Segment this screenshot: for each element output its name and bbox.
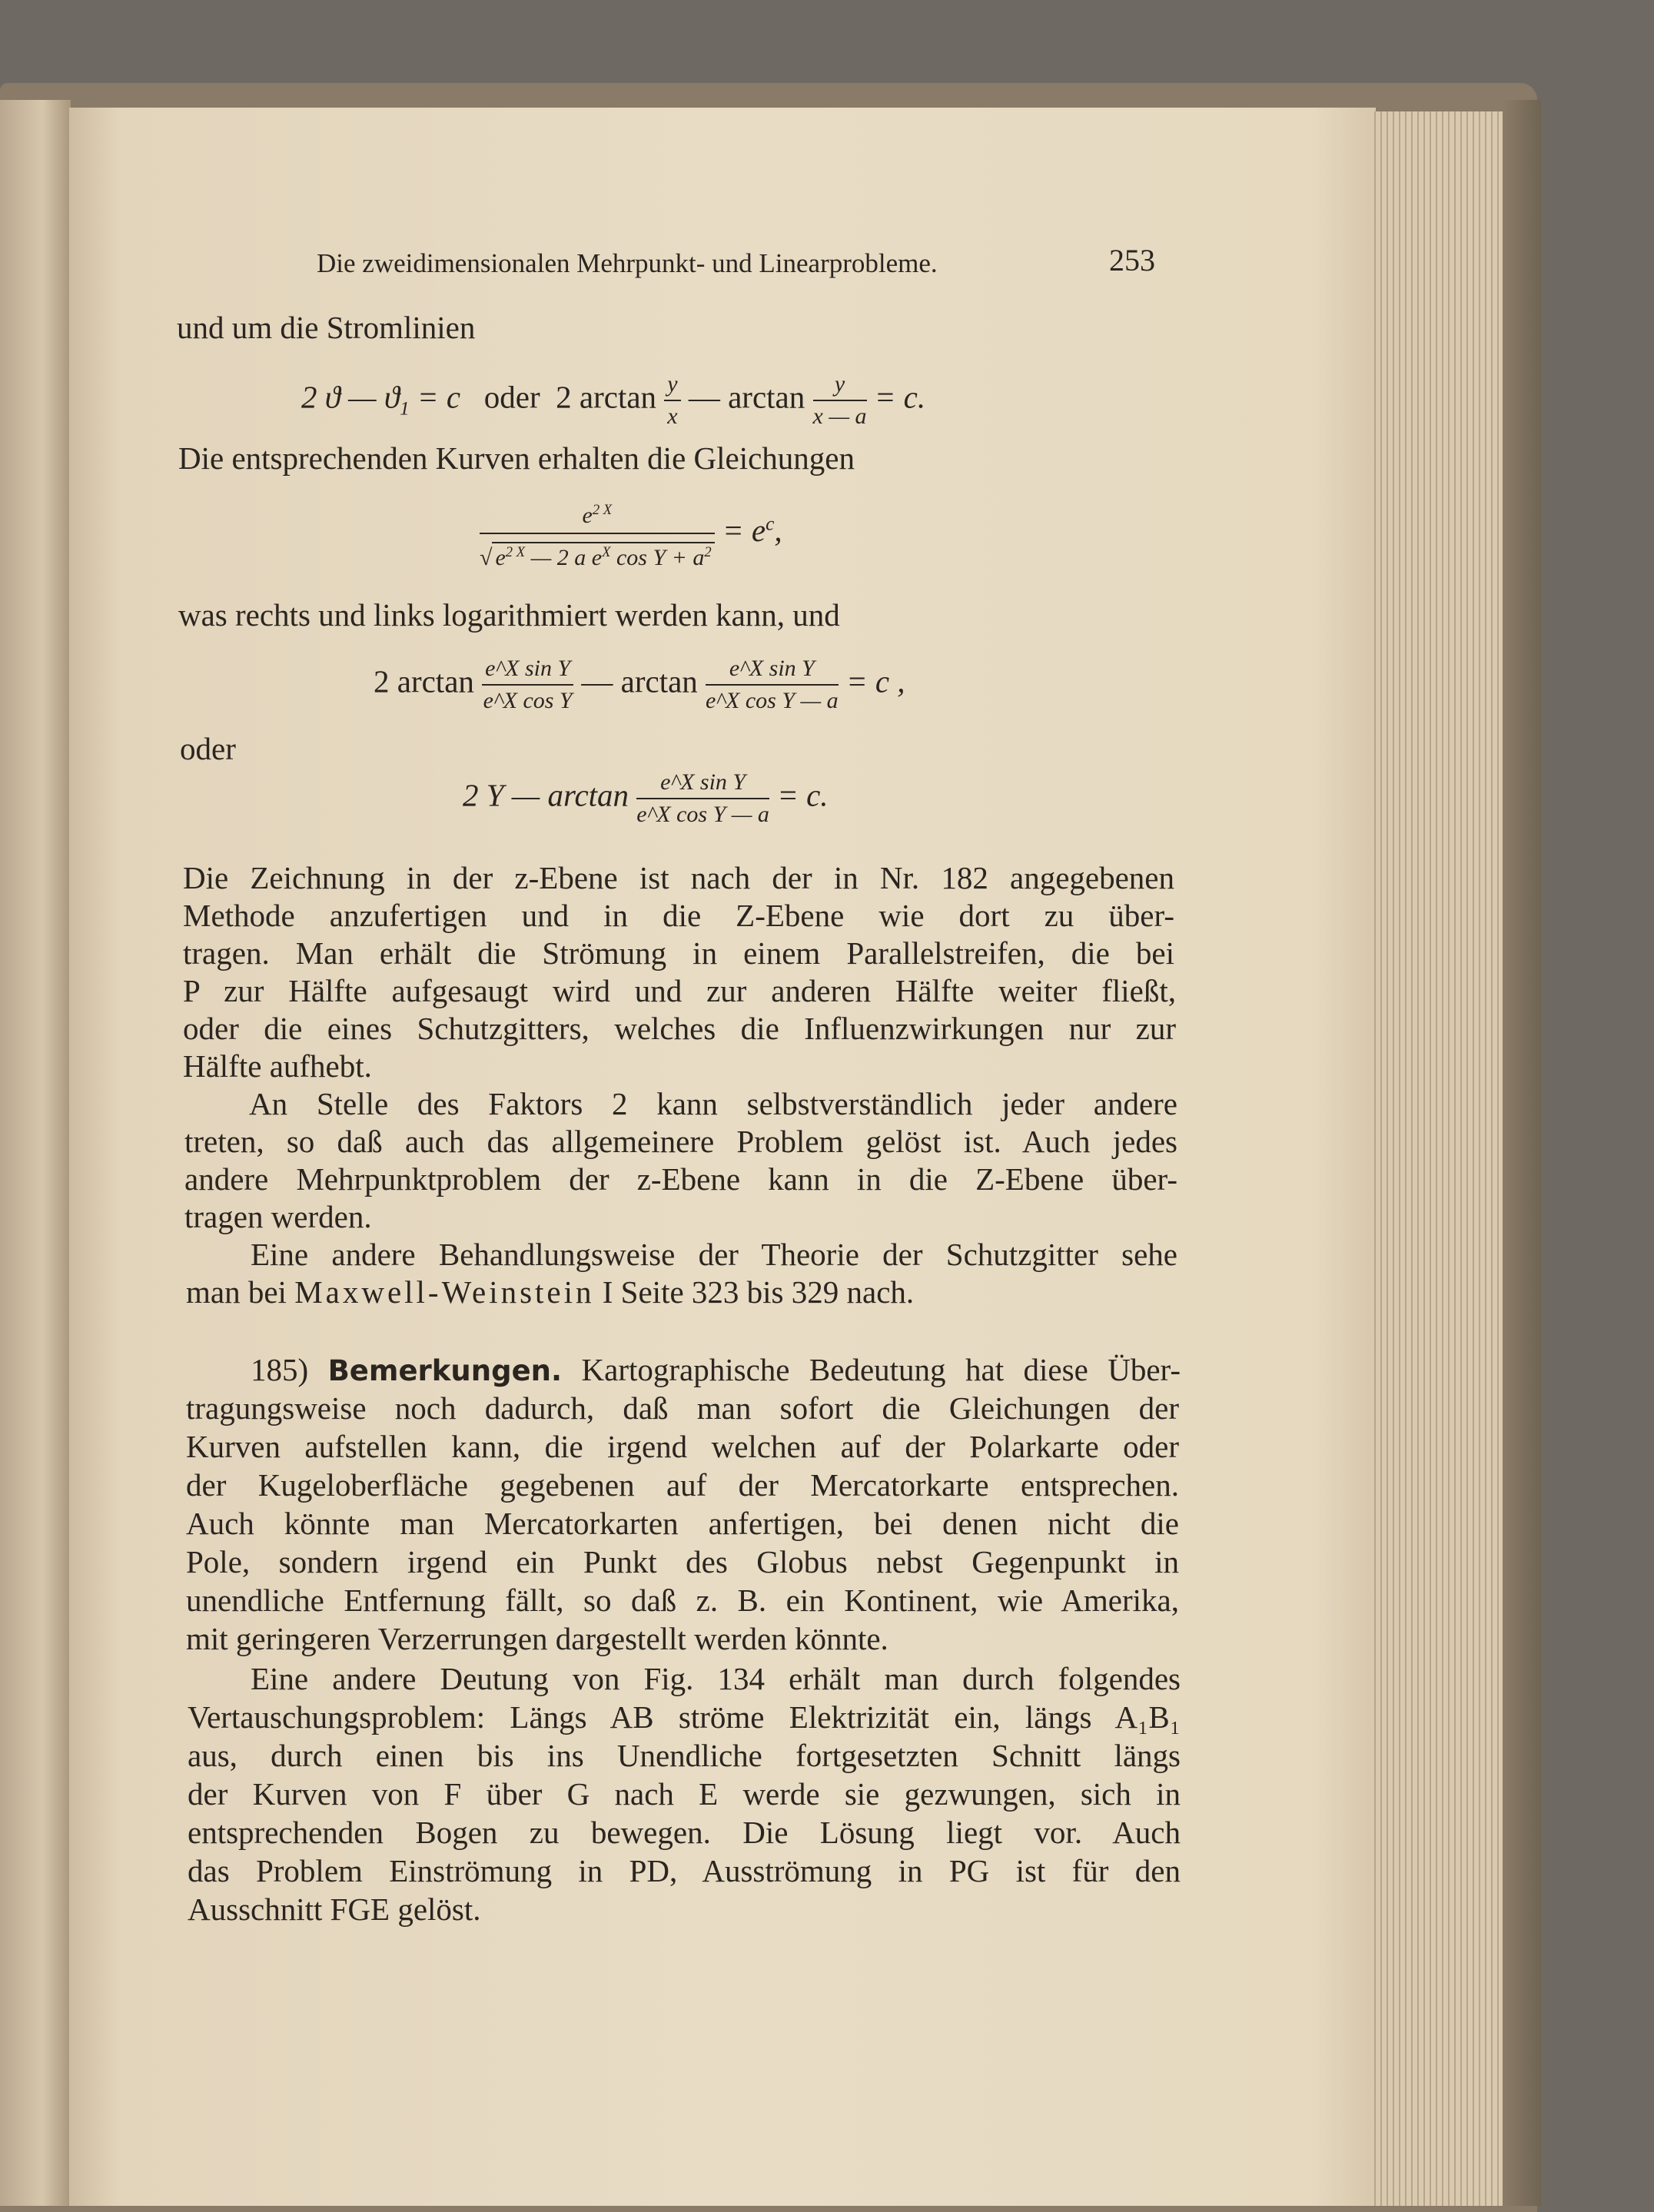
paragraph-line: tragungsweise noch dadurch, daß man sofort die Gleichungen der [186, 1390, 1179, 1426]
section-heading-line [251, 1351, 1181, 1390]
eq3-arctan: 2 arctan [374, 663, 474, 699]
paragraph-line: tragen. Man erhält die Strömung in einem Parallelstreifen, die bei [183, 935, 1174, 971]
eq3-fraction-2 [706, 655, 839, 715]
eq1-arctan: 2 arctan [556, 379, 657, 415]
section-number: 185) [251, 1352, 309, 1387]
paragraph-line: P zur Hälfte aufgesaugt wird und zur anderen Hälfte weiter fließt, [183, 973, 1176, 1008]
eq3-minus: — arctan [581, 663, 698, 699]
paragraph-line [186, 1274, 914, 1311]
p3-suffix: I Seite 323 bis 329 nach. [602, 1274, 915, 1310]
paragraph-line: der Kurven von F über G nach E werde sie gezwungen, sich in [188, 1776, 1181, 1812]
paragraph-line: das Problem Einströmung in PD, Ausströmung in PG ist für den [188, 1853, 1181, 1888]
paragraph-line: der Kugeloberfläche gegebenen auf der Mercatorkarte entsprechen. [186, 1467, 1179, 1503]
eq1-oder: oder [483, 379, 540, 415]
paragraph-line: mit geringeren Verzerrungen dargestellt werden könnte. [186, 1621, 888, 1656]
section-first-line: Kartographische Bedeutung hat diese Über- [581, 1352, 1181, 1387]
paragraph-line: Die Zeichnung in der z-Ebene ist nach der in Nr. 182 angegebenen [183, 860, 1174, 895]
eq1-f1-num: y [664, 370, 680, 401]
eq3-f1-den: e^X cos Y [483, 688, 573, 713]
paragraph-line: Hälfte aufhebt. [183, 1048, 372, 1084]
paragraph-line: aus, durch einen bis ins Unendliche fortgesetzten Schnitt längs [188, 1738, 1181, 1773]
p3-author: Maxwell-Weinstein [294, 1274, 595, 1310]
eq3-f1-num: e^X sin Y [482, 655, 573, 686]
paragraph-line: tragen werden. [184, 1199, 372, 1234]
paragraph-line: treten, so daß auch das allgemeinere Problem gelöst ist. Auch jedes [184, 1124, 1177, 1159]
eq1-lhs: 2 ϑ — ϑ [301, 379, 400, 415]
running-header: Die zweidimensionalen Mehrpunkt- und Linearprobleme. [317, 248, 938, 278]
paragraph-line: Pole, sondern irgend ein Punkt des Globus nebst Gegenpunkt in [186, 1544, 1179, 1579]
eq1-fraction-1 [664, 370, 680, 430]
paragraph-line: unendliche Entfernung fällt, so daß z. B. ein Kontinent, wie Amerika, [186, 1583, 1179, 1618]
paragraph-line: oder die eines Schutzgitters, welches die Influenzwirkungen nur zur [183, 1011, 1176, 1046]
eq2-den: √ $e^{2 X}$ — 2 a $e^X$ $\cos Y + a^2$ [480, 534, 715, 572]
paragraph-line: Vertauschungsproblem: Längs AB ströme Elektrizität ein, längs A₁B₁ [188, 1699, 1181, 1735]
eq2-fraction [480, 497, 715, 572]
eq1-fraction-2 [813, 370, 867, 430]
book-back-edge [1503, 100, 1541, 2206]
eq1-end: = c. [874, 379, 926, 415]
page-number: 253 [1109, 243, 1155, 277]
eq3-f2-num: e^X sin Y [706, 655, 839, 686]
eq4-end: = c. [777, 777, 829, 813]
paragraph-line: Eine andere Deutung von Fig. 134 erhält man durch folgendes [251, 1661, 1181, 1696]
section-title: Bemerkungen. [327, 1354, 563, 1387]
body-line: und um die Stromlinien [177, 310, 476, 345]
paragraph-line: Methode anzufertigen und in die Z-Ebene wie dort zu über- [183, 898, 1174, 933]
equation-logarithm [374, 655, 905, 715]
equation-curves [480, 497, 782, 572]
eq3-end: = c , [845, 663, 905, 699]
eq1-lhs-rhs: = c [417, 379, 461, 415]
body-line: was rechts und links logarithmiert werden kann, und [178, 597, 840, 633]
eq3-fraction-1 [482, 655, 573, 715]
eq2-num: $e^{2 X}$ [480, 497, 715, 534]
body-line: oder [180, 731, 236, 766]
body-line: Die entsprechenden Kurven erhalten die Gleichungen [178, 440, 855, 476]
eq4-den: e^X cos Y — a [636, 802, 769, 827]
paragraph-line: Auch könnte man Mercatorkarten anfertigen, bei denen nicht die [186, 1506, 1179, 1541]
eq4-fraction [636, 769, 769, 829]
paragraph-line: entsprechenden Bogen zu bewegen. Die Lösung liegt vor. Auch [188, 1815, 1181, 1850]
eq4-lhs: 2 Y — arctan [463, 777, 629, 813]
eq3-f2-den: e^X cos Y — a [706, 688, 839, 713]
equation-alternative [463, 769, 829, 829]
equation-streamlines [301, 370, 925, 430]
eq4-num: e^X sin Y [636, 769, 769, 799]
paragraph-line: Eine andere Behandlungsweise der Theorie der Schutzgitter sehe [251, 1237, 1177, 1272]
paragraph-line: An Stelle des Faktors 2 kann selbstverständlich jeder andere [249, 1086, 1177, 1121]
eq1-sub: 1 [399, 397, 410, 420]
eq2-rhs: = $e^c$, [722, 513, 782, 549]
paragraph-line: andere Mehrpunktproblem der z-Ebene kann in die Z-Ebene über- [184, 1161, 1177, 1197]
eq1-minus: — arctan [688, 379, 805, 415]
p3-prefix: man bei [186, 1274, 287, 1310]
page-stack-edges [1370, 111, 1504, 2206]
paragraph-line: Ausschnitt FGE gelöst. [188, 1891, 481, 1927]
eq1-f2-den: x — a [812, 404, 867, 429]
paragraph-line: Kurven aufstellen kann, die irgend welchen auf der Polarkarte oder [186, 1429, 1179, 1464]
left-page-edge [0, 100, 71, 2206]
eq1-f2-num: y [813, 370, 867, 401]
eq1-f1-den: x [667, 404, 678, 429]
